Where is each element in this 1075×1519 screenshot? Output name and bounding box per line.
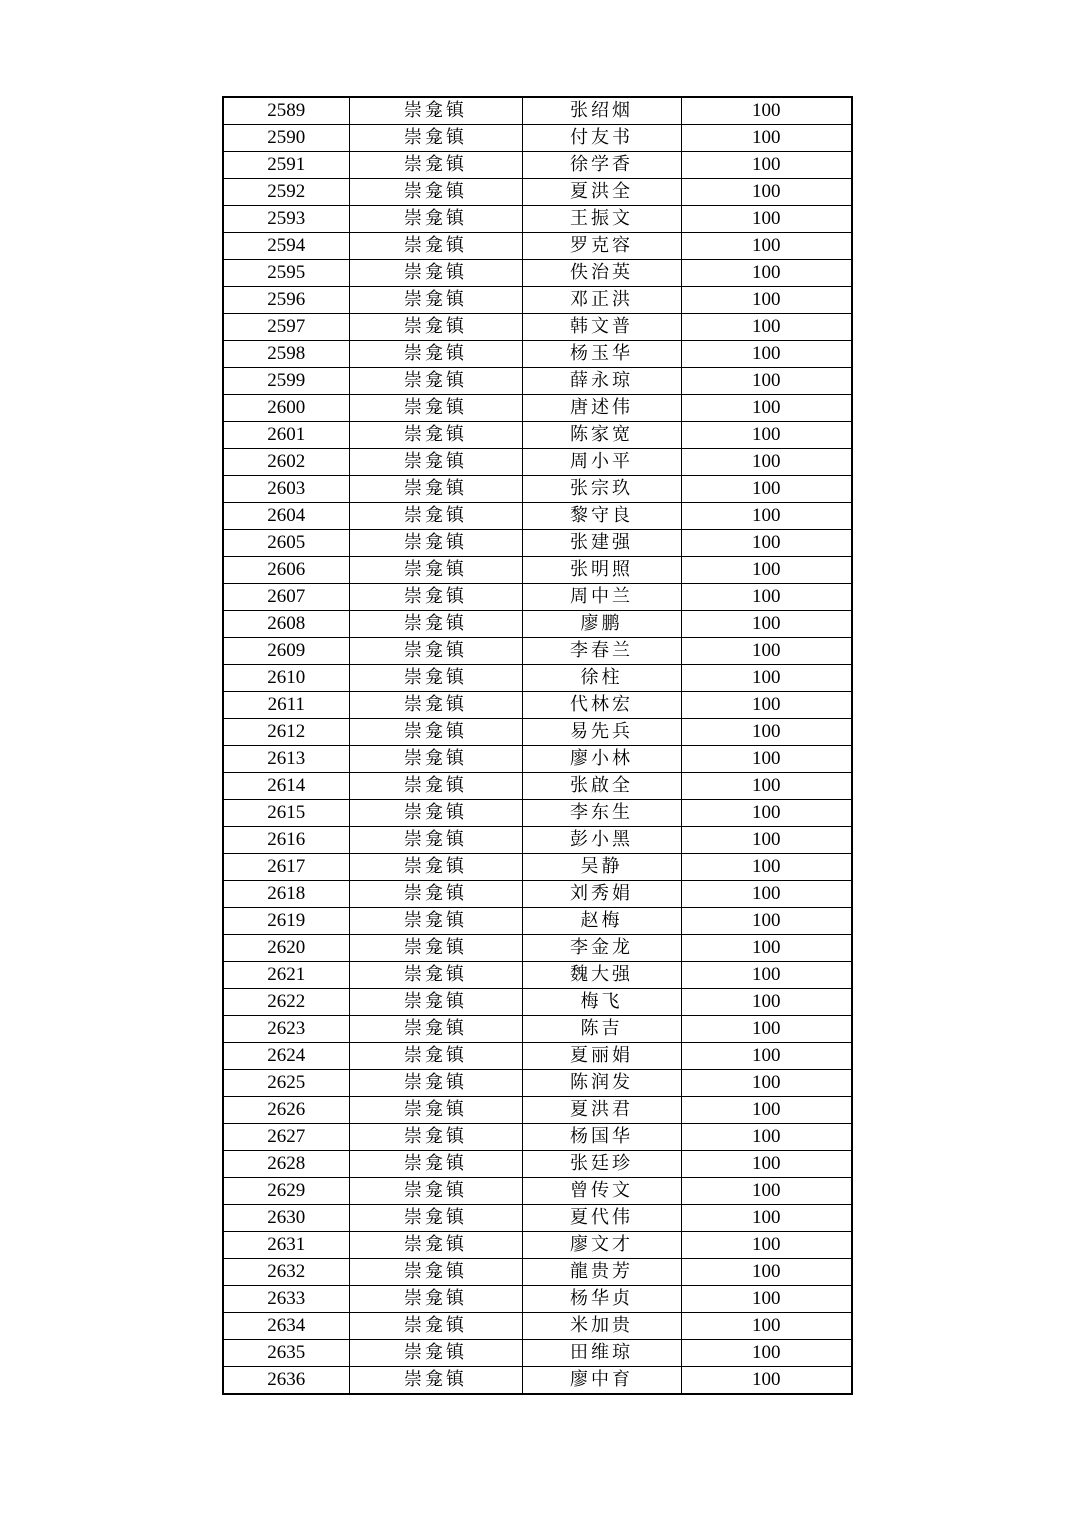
table-row <box>223 152 852 179</box>
amount-cell: 100 <box>681 854 852 881</box>
serial-number-cell: 2595 <box>223 260 349 287</box>
town-cell: 崇龛镇 <box>349 638 522 665</box>
person-name-cell: 薛永琼 <box>522 368 681 395</box>
serial-number-cell: 2609 <box>223 638 349 665</box>
amount-cell: 100 <box>681 503 852 530</box>
person-name-cell: 刘秀娟 <box>522 881 681 908</box>
town-cell: 崇龛镇 <box>349 97 522 125</box>
town-cell: 崇龛镇 <box>349 962 522 989</box>
table-row <box>223 206 852 233</box>
table-row <box>223 341 852 368</box>
serial-number-cell: 2604 <box>223 503 349 530</box>
amount-cell: 100 <box>681 395 852 422</box>
table-row <box>223 692 852 719</box>
serial-number-cell: 2592 <box>223 179 349 206</box>
table-row <box>223 97 852 125</box>
town-cell: 崇龛镇 <box>349 800 522 827</box>
amount-cell: 100 <box>681 97 852 125</box>
town-cell: 崇龛镇 <box>349 125 522 152</box>
person-name-cell: 王振文 <box>522 206 681 233</box>
town-cell: 崇龛镇 <box>349 449 522 476</box>
amount-cell: 100 <box>681 773 852 800</box>
serial-number-cell: 2628 <box>223 1151 349 1178</box>
town-cell: 崇龛镇 <box>349 233 522 260</box>
table-row <box>223 827 852 854</box>
table-row <box>223 476 852 503</box>
table-row <box>223 800 852 827</box>
person-name-cell: 龍贵芳 <box>522 1259 681 1286</box>
amount-cell: 100 <box>681 1313 852 1340</box>
amount-cell: 100 <box>681 1286 852 1313</box>
amount-cell: 100 <box>681 206 852 233</box>
person-name-cell: 陈润发 <box>522 1070 681 1097</box>
serial-number-cell: 2624 <box>223 1043 349 1070</box>
table-row <box>223 557 852 584</box>
amount-cell: 100 <box>681 1232 852 1259</box>
table-row <box>223 1151 852 1178</box>
town-cell: 崇龛镇 <box>349 341 522 368</box>
amount-cell: 100 <box>681 1178 852 1205</box>
serial-number-cell: 2632 <box>223 1259 349 1286</box>
amount-cell: 100 <box>681 125 852 152</box>
amount-cell: 100 <box>681 1259 852 1286</box>
serial-number-cell: 2621 <box>223 962 349 989</box>
serial-number-cell: 2593 <box>223 206 349 233</box>
amount-cell: 100 <box>681 692 852 719</box>
table-row <box>223 881 852 908</box>
person-name-cell: 唐述伟 <box>522 395 681 422</box>
serial-number-cell: 2597 <box>223 314 349 341</box>
person-name-cell: 徐学香 <box>522 152 681 179</box>
serial-number-cell: 2636 <box>223 1367 349 1395</box>
amount-cell: 100 <box>681 1043 852 1070</box>
amount-cell: 100 <box>681 287 852 314</box>
serial-number-cell: 2590 <box>223 125 349 152</box>
amount-cell: 100 <box>681 989 852 1016</box>
person-name-cell: 代林宏 <box>522 692 681 719</box>
table-row <box>223 1259 852 1286</box>
town-cell: 崇龛镇 <box>349 584 522 611</box>
amount-cell: 100 <box>681 935 852 962</box>
town-cell: 崇龛镇 <box>349 1097 522 1124</box>
amount-cell: 100 <box>681 152 852 179</box>
town-cell: 崇龛镇 <box>349 1313 522 1340</box>
table-row <box>223 1097 852 1124</box>
serial-number-cell: 2626 <box>223 1097 349 1124</box>
person-name-cell: 杨华贞 <box>522 1286 681 1313</box>
serial-number-cell: 2634 <box>223 1313 349 1340</box>
person-name-cell: 陈吉 <box>522 1016 681 1043</box>
amount-cell: 100 <box>681 719 852 746</box>
person-name-cell: 佚治英 <box>522 260 681 287</box>
serial-number-cell: 2612 <box>223 719 349 746</box>
person-name-cell: 赵梅 <box>522 908 681 935</box>
person-name-cell: 田维琼 <box>522 1340 681 1367</box>
table-row <box>223 1286 852 1313</box>
person-name-cell: 李金龙 <box>522 935 681 962</box>
town-cell: 崇龛镇 <box>349 179 522 206</box>
person-name-cell: 杨国华 <box>522 1124 681 1151</box>
table-row <box>223 854 852 881</box>
person-name-cell: 米加贵 <box>522 1313 681 1340</box>
serial-number-cell: 2600 <box>223 395 349 422</box>
table-row <box>223 908 852 935</box>
serial-number-cell: 2631 <box>223 1232 349 1259</box>
person-name-cell: 周小平 <box>522 449 681 476</box>
serial-number-cell: 2598 <box>223 341 349 368</box>
person-name-cell: 廖文才 <box>522 1232 681 1259</box>
amount-cell: 100 <box>681 665 852 692</box>
serial-number-cell: 2607 <box>223 584 349 611</box>
town-cell: 崇龛镇 <box>349 854 522 881</box>
serial-number-cell: 2620 <box>223 935 349 962</box>
serial-number-cell: 2606 <box>223 557 349 584</box>
person-name-cell: 张明照 <box>522 557 681 584</box>
serial-number-cell: 2611 <box>223 692 349 719</box>
person-name-cell: 陈家宽 <box>522 422 681 449</box>
table-row <box>223 1043 852 1070</box>
person-name-cell: 张宗玖 <box>522 476 681 503</box>
table-row <box>223 260 852 287</box>
town-cell: 崇龛镇 <box>349 1367 522 1395</box>
town-cell: 崇龛镇 <box>349 1016 522 1043</box>
table-row <box>223 395 852 422</box>
person-name-cell: 夏丽娟 <box>522 1043 681 1070</box>
serial-number-cell: 2616 <box>223 827 349 854</box>
serial-number-cell: 2589 <box>223 97 349 125</box>
table-row <box>223 611 852 638</box>
serial-number-cell: 2635 <box>223 1340 349 1367</box>
table-row <box>223 638 852 665</box>
person-name-cell: 张绍烟 <box>522 97 681 125</box>
amount-cell: 100 <box>681 449 852 476</box>
amount-cell: 100 <box>681 1097 852 1124</box>
person-name-cell: 李东生 <box>522 800 681 827</box>
table-row <box>223 233 852 260</box>
serial-number-cell: 2608 <box>223 611 349 638</box>
table-row <box>223 503 852 530</box>
amount-cell: 100 <box>681 584 852 611</box>
table-row <box>223 287 852 314</box>
person-name-cell: 夏洪全 <box>522 179 681 206</box>
town-cell: 崇龛镇 <box>349 881 522 908</box>
town-cell: 崇龛镇 <box>349 422 522 449</box>
table-row <box>223 530 852 557</box>
town-cell: 崇龛镇 <box>349 746 522 773</box>
amount-cell: 100 <box>681 341 852 368</box>
town-cell: 崇龛镇 <box>349 1151 522 1178</box>
town-cell: 崇龛镇 <box>349 368 522 395</box>
amount-cell: 100 <box>681 314 852 341</box>
table-row <box>223 935 852 962</box>
town-cell: 崇龛镇 <box>349 908 522 935</box>
table-row <box>223 1178 852 1205</box>
town-cell: 崇龛镇 <box>349 476 522 503</box>
person-name-cell: 付友书 <box>522 125 681 152</box>
serial-number-cell: 2623 <box>223 1016 349 1043</box>
amount-cell: 100 <box>681 1367 852 1395</box>
table-row <box>223 1205 852 1232</box>
town-cell: 崇龛镇 <box>349 395 522 422</box>
amount-cell: 100 <box>681 1151 852 1178</box>
person-name-cell: 曾传文 <box>522 1178 681 1205</box>
town-cell: 崇龛镇 <box>349 1259 522 1286</box>
amount-cell: 100 <box>681 827 852 854</box>
town-cell: 崇龛镇 <box>349 1124 522 1151</box>
table-row <box>223 1124 852 1151</box>
table-row <box>223 746 852 773</box>
town-cell: 崇龛镇 <box>349 1205 522 1232</box>
person-name-cell: 张啟全 <box>522 773 681 800</box>
town-cell: 崇龛镇 <box>349 1286 522 1313</box>
table-row <box>223 422 852 449</box>
amount-cell: 100 <box>681 908 852 935</box>
serial-number-cell: 2591 <box>223 152 349 179</box>
town-cell: 崇龛镇 <box>349 827 522 854</box>
amount-cell: 100 <box>681 422 852 449</box>
town-cell: 崇龛镇 <box>349 287 522 314</box>
person-name-cell: 李春兰 <box>522 638 681 665</box>
person-name-cell: 杨玉华 <box>522 341 681 368</box>
town-cell: 崇龛镇 <box>349 773 522 800</box>
amount-cell: 100 <box>681 476 852 503</box>
serial-number-cell: 2619 <box>223 908 349 935</box>
amount-cell: 100 <box>681 746 852 773</box>
serial-number-cell: 2601 <box>223 422 349 449</box>
amount-cell: 100 <box>681 1340 852 1367</box>
table-row <box>223 1313 852 1340</box>
town-cell: 崇龛镇 <box>349 935 522 962</box>
serial-number-cell: 2603 <box>223 476 349 503</box>
person-name-cell: 吴静 <box>522 854 681 881</box>
amount-cell: 100 <box>681 1205 852 1232</box>
amount-cell: 100 <box>681 962 852 989</box>
person-name-cell: 徐柱 <box>522 665 681 692</box>
serial-number-cell: 2602 <box>223 449 349 476</box>
town-cell: 崇龛镇 <box>349 503 522 530</box>
person-name-cell: 罗克容 <box>522 233 681 260</box>
amount-cell: 100 <box>681 638 852 665</box>
table-row <box>223 1367 852 1395</box>
person-name-cell: 韩文普 <box>522 314 681 341</box>
serial-number-cell: 2618 <box>223 881 349 908</box>
amount-cell: 100 <box>681 179 852 206</box>
serial-number-cell: 2610 <box>223 665 349 692</box>
table-row <box>223 773 852 800</box>
person-name-cell: 黎守良 <box>522 503 681 530</box>
town-cell: 崇龛镇 <box>349 611 522 638</box>
serial-number-cell: 2614 <box>223 773 349 800</box>
person-name-cell: 廖中育 <box>522 1367 681 1395</box>
table-row <box>223 1070 852 1097</box>
table-row <box>223 719 852 746</box>
table-row <box>223 1232 852 1259</box>
table-row <box>223 665 852 692</box>
amount-cell: 100 <box>681 557 852 584</box>
serial-number-cell: 2622 <box>223 989 349 1016</box>
amount-cell: 100 <box>681 881 852 908</box>
serial-number-cell: 2627 <box>223 1124 349 1151</box>
town-cell: 崇龛镇 <box>349 1232 522 1259</box>
table-row <box>223 962 852 989</box>
amount-cell: 100 <box>681 530 852 557</box>
serial-number-cell: 2629 <box>223 1178 349 1205</box>
serial-number-cell: 2630 <box>223 1205 349 1232</box>
table-row <box>223 449 852 476</box>
town-cell: 崇龛镇 <box>349 260 522 287</box>
serial-number-cell: 2599 <box>223 368 349 395</box>
town-cell: 崇龛镇 <box>349 989 522 1016</box>
person-name-cell: 周中兰 <box>522 584 681 611</box>
person-name-cell: 夏代伟 <box>522 1205 681 1232</box>
serial-number-cell: 2615 <box>223 800 349 827</box>
town-cell: 崇龛镇 <box>349 719 522 746</box>
town-cell: 崇龛镇 <box>349 557 522 584</box>
town-cell: 崇龛镇 <box>349 1070 522 1097</box>
serial-number-cell: 2625 <box>223 1070 349 1097</box>
amount-cell: 100 <box>681 368 852 395</box>
serial-number-cell: 2613 <box>223 746 349 773</box>
town-cell: 崇龛镇 <box>349 665 522 692</box>
table-row <box>223 314 852 341</box>
person-name-cell: 张建强 <box>522 530 681 557</box>
person-name-cell: 魏大强 <box>522 962 681 989</box>
roster-body <box>223 97 852 1394</box>
person-name-cell: 廖小林 <box>522 746 681 773</box>
person-name-cell: 廖鹏 <box>522 611 681 638</box>
town-cell: 崇龛镇 <box>349 314 522 341</box>
table-row <box>223 179 852 206</box>
table-row <box>223 125 852 152</box>
town-cell: 崇龛镇 <box>349 206 522 233</box>
person-name-cell: 张廷珍 <box>522 1151 681 1178</box>
serial-number-cell: 2617 <box>223 854 349 881</box>
table-row <box>223 1016 852 1043</box>
amount-cell: 100 <box>681 611 852 638</box>
amount-cell: 100 <box>681 1016 852 1043</box>
town-cell: 崇龛镇 <box>349 692 522 719</box>
person-name-cell: 梅飞 <box>522 989 681 1016</box>
table-row <box>223 989 852 1016</box>
person-name-cell: 邓正洪 <box>522 287 681 314</box>
table-row <box>223 584 852 611</box>
town-cell: 崇龛镇 <box>349 152 522 179</box>
table-row <box>223 1340 852 1367</box>
amount-cell: 100 <box>681 1124 852 1151</box>
person-name-cell: 易先兵 <box>522 719 681 746</box>
serial-number-cell: 2605 <box>223 530 349 557</box>
town-cell: 崇龛镇 <box>349 530 522 557</box>
amount-cell: 100 <box>681 1070 852 1097</box>
roster-table <box>222 96 853 1395</box>
person-name-cell: 彭小黑 <box>522 827 681 854</box>
amount-cell: 100 <box>681 800 852 827</box>
town-cell: 崇龛镇 <box>349 1043 522 1070</box>
town-cell: 崇龛镇 <box>349 1178 522 1205</box>
serial-number-cell: 2594 <box>223 233 349 260</box>
table-row <box>223 368 852 395</box>
serial-number-cell: 2596 <box>223 287 349 314</box>
serial-number-cell: 2633 <box>223 1286 349 1313</box>
amount-cell: 100 <box>681 260 852 287</box>
town-cell: 崇龛镇 <box>349 1340 522 1367</box>
amount-cell: 100 <box>681 233 852 260</box>
person-name-cell: 夏洪君 <box>522 1097 681 1124</box>
